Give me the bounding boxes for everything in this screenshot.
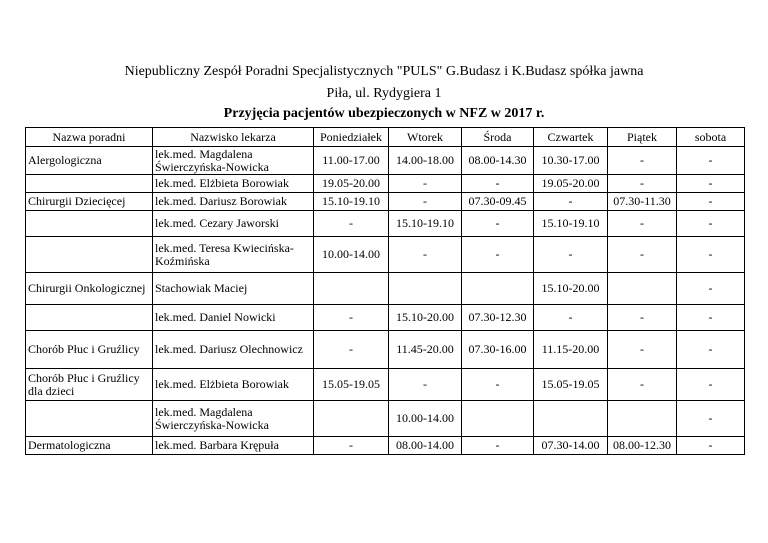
table-row (26, 331, 745, 369)
thursday-cell: 15.10-19.10 (534, 211, 608, 237)
tuesday-cell: 15.10-20.00 (389, 305, 462, 331)
wednesday-cell: 07.30-16.00 (462, 331, 534, 369)
wednesday-cell: 07.30-12.30 (462, 305, 534, 331)
monday-cell: - (314, 437, 389, 455)
clinic-name-heading: Niepubliczny Zespół Poradni Specjalistycznych "PULS" G.Budasz i K.Budasz spółka jawna (124, 64, 644, 79)
clinic-cell (26, 305, 153, 331)
wednesday-cell: - (462, 237, 534, 273)
table-row (26, 193, 745, 211)
wednesday-cell: - (462, 175, 534, 193)
thursday-cell: 19.05-20.00 (534, 175, 608, 193)
thursday-cell: 11.15-20.00 (534, 331, 608, 369)
monday-cell (314, 401, 389, 437)
friday-cell: 07.30-11.30 (608, 193, 677, 211)
wednesday-cell: - (462, 211, 534, 237)
doctor-cell: lek.med. Elżbieta Borowiak (153, 175, 314, 193)
clinic-cell: Chirurgii Dziecięcej (26, 193, 153, 211)
saturday-cell: - (677, 369, 745, 401)
table-row (26, 305, 745, 331)
thursday-cell: - (534, 237, 608, 273)
friday-cell: - (608, 211, 677, 237)
clinic-cell (26, 175, 153, 193)
doctor-cell: lek.med. Daniel Nowicki (153, 305, 314, 331)
thursday-cell: 15.05-19.05 (534, 369, 608, 401)
tuesday-cell: 11.45-20.00 (389, 331, 462, 369)
saturday-cell: - (677, 273, 745, 305)
thursday-cell: - (534, 305, 608, 331)
saturday-cell: - (677, 147, 745, 175)
thursday-cell: 10.30-17.00 (534, 147, 608, 175)
schedule-table (25, 127, 745, 455)
friday-cell (608, 273, 677, 305)
thursday-cell (534, 401, 608, 437)
table-row (26, 211, 745, 237)
clinic-cell: Chorób Płuc i Gruźlicy dla dzieci (26, 369, 153, 401)
monday-cell: 19.05-20.00 (314, 175, 389, 193)
clinic-cell: Chorób Płuc i Gruźlicy (26, 331, 153, 369)
tuesday-cell: - (389, 193, 462, 211)
saturday-cell: - (677, 211, 745, 237)
tuesday-cell: 14.00-18.00 (389, 147, 462, 175)
doctor-cell: lek.med. Dariusz Olechnowicz (153, 331, 314, 369)
table-row (26, 401, 745, 437)
clinic-cell: Chirurgii Onkologicznej (26, 273, 153, 305)
doctor-cell: lek.med. Cezary Jaworski (153, 211, 314, 237)
monday-cell: 11.00-17.00 (314, 147, 389, 175)
saturday-cell: - (677, 331, 745, 369)
column-header: Czwartek (534, 128, 608, 147)
schedule-title: Przyjęcia pacjentów ubezpieczonych w NFZ w 2017 r. (223, 106, 545, 121)
clinic-cell (26, 211, 153, 237)
tuesday-cell: 08.00-14.00 (389, 437, 462, 455)
monday-cell: 15.10-19.10 (314, 193, 389, 211)
saturday-cell: - (677, 437, 745, 455)
friday-cell: - (608, 237, 677, 273)
tuesday-cell: - (389, 369, 462, 401)
column-header: sobota (677, 128, 745, 147)
table-header-row (26, 128, 745, 147)
tuesday-cell: 10.00-14.00 (389, 401, 462, 437)
monday-cell: 15.05-19.05 (314, 369, 389, 401)
wednesday-cell (462, 401, 534, 437)
column-header: Piątek (608, 128, 677, 147)
thursday-cell: - (534, 193, 608, 211)
monday-cell: - (314, 211, 389, 237)
clinic-cell (26, 401, 153, 437)
address-heading: Piła, ul. Rydygiera 1 (326, 86, 442, 101)
saturday-cell: - (677, 305, 745, 331)
wednesday-cell (462, 273, 534, 305)
monday-cell: - (314, 305, 389, 331)
saturday-cell: - (677, 175, 745, 193)
table-row (26, 437, 745, 455)
table-row (26, 147, 745, 175)
tuesday-cell: 15.10-19.10 (389, 211, 462, 237)
column-header: Poniedziałek (314, 128, 389, 147)
doctor-cell: Stachowiak Maciej (153, 273, 314, 305)
table-row (26, 369, 745, 401)
friday-cell: - (608, 331, 677, 369)
doctor-cell: lek.med. Barbara Krępuła (153, 437, 314, 455)
clinic-cell: Dermatologiczna (26, 437, 153, 455)
friday-cell: - (608, 175, 677, 193)
doctor-cell: lek.med. Magdalena Świerczyńska-Nowicka (153, 401, 314, 437)
monday-cell: 10.00-14.00 (314, 237, 389, 273)
tuesday-cell (389, 273, 462, 305)
clinic-cell: Alergologiczna (26, 147, 153, 175)
saturday-cell: - (677, 401, 745, 437)
doctor-cell: lek.med. Elżbieta Borowiak (153, 369, 314, 401)
column-header: Środa (462, 128, 534, 147)
wednesday-cell: 07.30-09.45 (462, 193, 534, 211)
wednesday-cell: - (462, 437, 534, 455)
friday-cell: - (608, 369, 677, 401)
doctor-cell: lek.med. Dariusz Borowiak (153, 193, 314, 211)
table-row (26, 237, 745, 273)
friday-cell (608, 401, 677, 437)
wednesday-cell: 08.00-14.30 (462, 147, 534, 175)
friday-cell: - (608, 305, 677, 331)
column-header: Wtorek (389, 128, 462, 147)
friday-cell: - (608, 147, 677, 175)
saturday-cell: - (677, 193, 745, 211)
thursday-cell: 07.30-14.00 (534, 437, 608, 455)
monday-cell: - (314, 331, 389, 369)
column-header: Nazwa poradni (26, 128, 153, 147)
tuesday-cell: - (389, 237, 462, 273)
doctor-cell: lek.med. Teresa Kwiecińska-Koźmińska (153, 237, 314, 273)
column-header: Nazwisko lekarza (153, 128, 314, 147)
clinic-cell (26, 237, 153, 273)
tuesday-cell: - (389, 175, 462, 193)
friday-cell: 08.00-12.30 (608, 437, 677, 455)
doctor-cell: lek.med. Magdalena Świerczyńska-Nowicka (153, 147, 314, 175)
wednesday-cell: - (462, 369, 534, 401)
table-row (26, 175, 745, 193)
saturday-cell: - (677, 237, 745, 273)
monday-cell (314, 273, 389, 305)
thursday-cell: 15.10-20.00 (534, 273, 608, 305)
table-row (26, 273, 745, 305)
